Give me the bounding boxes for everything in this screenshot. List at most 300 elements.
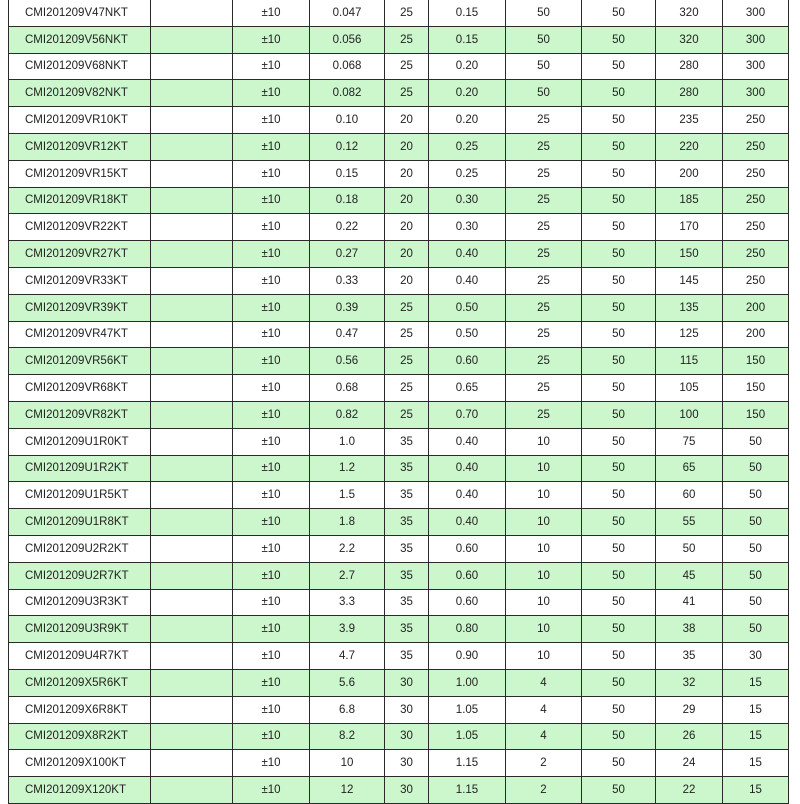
cell-srf: 50: [582, 187, 656, 214]
cell-blank: [151, 267, 233, 294]
cell-blank: [151, 616, 233, 643]
cell-inductance: 0.39: [310, 294, 385, 321]
cell-q-min: 20: [385, 107, 429, 134]
cell-current-col: 50: [723, 428, 789, 455]
table-row: [9, 777, 789, 804]
cell-blank: [151, 589, 233, 616]
spec-table: [8, 0, 789, 804]
table-row: [9, 669, 789, 696]
cell-test-freq: 50: [506, 80, 582, 107]
cell-test-freq: 50: [506, 26, 582, 53]
cell-blank: [151, 401, 233, 428]
cell-q-min: 30: [385, 669, 429, 696]
cell-part-number: CMI201209VR68KT: [9, 375, 151, 402]
table-row: [9, 535, 789, 562]
cell-tolerance: ±10: [233, 214, 310, 241]
cell-tolerance: ±10: [233, 241, 310, 268]
cell-current-col: 150: [723, 348, 789, 375]
cell-tolerance: ±10: [233, 375, 310, 402]
cell-part-number: CMI201209VR39KT: [9, 294, 151, 321]
table-row: [9, 187, 789, 214]
cell-q-min: 25: [385, 26, 429, 53]
cell-srf: 50: [582, 214, 656, 241]
cell-q-min: 35: [385, 509, 429, 536]
cell-blank: [151, 562, 233, 589]
cell-dcr-max: 0.25: [429, 160, 506, 187]
table-row: [9, 53, 789, 80]
cell-blank: [151, 643, 233, 670]
cell-srf: 50: [582, 107, 656, 134]
cell-part-number: CMI201209VR22KT: [9, 214, 151, 241]
cell-current-col: 50: [723, 455, 789, 482]
cell-part-number: CMI201209U1R0KT: [9, 428, 151, 455]
cell-dcr-max: 0.20: [429, 80, 506, 107]
cell-srf: 50: [582, 777, 656, 804]
cell-test-freq: 4: [506, 696, 582, 723]
cell-tolerance: ±10: [233, 0, 310, 26]
cell-dcr-max: 0.15: [429, 26, 506, 53]
cell-rated-current: 115: [656, 348, 723, 375]
cell-rated-current: 220: [656, 133, 723, 160]
cell-srf: 50: [582, 241, 656, 268]
cell-current-col: 300: [723, 26, 789, 53]
cell-rated-current: 320: [656, 26, 723, 53]
cell-dcr-max: 0.20: [429, 107, 506, 134]
cell-blank: [151, 26, 233, 53]
cell-inductance: 3.3: [310, 589, 385, 616]
cell-current-col: 50: [723, 562, 789, 589]
cell-tolerance: ±10: [233, 696, 310, 723]
table-row: [9, 455, 789, 482]
cell-part-number: CMI201209U1R5KT: [9, 482, 151, 509]
cell-blank: [151, 294, 233, 321]
cell-q-min: 25: [385, 0, 429, 26]
cell-inductance: 0.12: [310, 133, 385, 160]
cell-inductance: 0.068: [310, 53, 385, 80]
table-row: [9, 267, 789, 294]
cell-srf: 50: [582, 375, 656, 402]
cell-part-number: CMI201209U1R8KT: [9, 509, 151, 536]
cell-inductance: 0.33: [310, 267, 385, 294]
cell-tolerance: ±10: [233, 455, 310, 482]
cell-srf: 50: [582, 26, 656, 53]
cell-blank: [151, 321, 233, 348]
cell-blank: [151, 723, 233, 750]
cell-inductance: 5.6: [310, 669, 385, 696]
cell-inductance: 1.0: [310, 428, 385, 455]
cell-test-freq: 10: [506, 589, 582, 616]
cell-blank: [151, 348, 233, 375]
cell-inductance: 12: [310, 777, 385, 804]
cell-tolerance: ±10: [233, 777, 310, 804]
cell-current-col: 15: [723, 750, 789, 777]
cell-dcr-max: 0.90: [429, 643, 506, 670]
table-row: [9, 375, 789, 402]
cell-test-freq: 50: [506, 0, 582, 26]
cell-rated-current: 170: [656, 214, 723, 241]
cell-srf: 50: [582, 669, 656, 696]
cell-q-min: 35: [385, 535, 429, 562]
cell-rated-current: 75: [656, 428, 723, 455]
cell-tolerance: ±10: [233, 187, 310, 214]
cell-current-col: 150: [723, 375, 789, 402]
cell-dcr-max: 0.40: [429, 455, 506, 482]
cell-rated-current: 35: [656, 643, 723, 670]
cell-inductance: 0.56: [310, 348, 385, 375]
cell-q-min: 25: [385, 321, 429, 348]
cell-dcr-max: 0.60: [429, 348, 506, 375]
cell-inductance: 0.27: [310, 241, 385, 268]
cell-rated-current: 280: [656, 53, 723, 80]
cell-inductance: 0.047: [310, 0, 385, 26]
cell-tolerance: ±10: [233, 643, 310, 670]
cell-part-number: CMI201209V47NKT: [9, 0, 151, 26]
cell-dcr-max: 1.15: [429, 777, 506, 804]
cell-part-number: CMI201209VR12KT: [9, 133, 151, 160]
cell-dcr-max: 0.40: [429, 267, 506, 294]
cell-current-col: 300: [723, 53, 789, 80]
cell-dcr-max: 0.20: [429, 53, 506, 80]
cell-rated-current: 60: [656, 482, 723, 509]
cell-srf: 50: [582, 509, 656, 536]
cell-srf: 50: [582, 133, 656, 160]
cell-srf: 50: [582, 562, 656, 589]
cell-test-freq: 10: [506, 509, 582, 536]
cell-rated-current: 41: [656, 589, 723, 616]
cell-current-col: 250: [723, 107, 789, 134]
cell-test-freq: 10: [506, 643, 582, 670]
cell-rated-current: 32: [656, 669, 723, 696]
table-row: [9, 80, 789, 107]
cell-part-number: CMI201209X120KT: [9, 777, 151, 804]
cell-test-freq: 4: [506, 669, 582, 696]
cell-blank: [151, 0, 233, 26]
cell-dcr-max: 0.30: [429, 187, 506, 214]
cell-srf: 50: [582, 455, 656, 482]
cell-current-col: 250: [723, 267, 789, 294]
cell-tolerance: ±10: [233, 509, 310, 536]
table-row: [9, 0, 789, 26]
cell-q-min: 25: [385, 53, 429, 80]
cell-rated-current: 200: [656, 160, 723, 187]
cell-srf: 50: [582, 589, 656, 616]
cell-srf: 50: [582, 348, 656, 375]
cell-test-freq: 2: [506, 777, 582, 804]
cell-test-freq: 25: [506, 241, 582, 268]
cell-inductance: 0.18: [310, 187, 385, 214]
cell-q-min: 20: [385, 160, 429, 187]
cell-rated-current: 38: [656, 616, 723, 643]
cell-test-freq: 4: [506, 723, 582, 750]
cell-q-min: 25: [385, 80, 429, 107]
table-row: [9, 428, 789, 455]
cell-rated-current: 45: [656, 562, 723, 589]
cell-tolerance: ±10: [233, 321, 310, 348]
cell-tolerance: ±10: [233, 535, 310, 562]
cell-inductance: 2.7: [310, 562, 385, 589]
cell-current-col: 15: [723, 669, 789, 696]
cell-rated-current: 65: [656, 455, 723, 482]
cell-test-freq: 25: [506, 214, 582, 241]
cell-part-number: CMI201209VR47KT: [9, 321, 151, 348]
cell-part-number: CMI201209V68NKT: [9, 53, 151, 80]
cell-rated-current: 29: [656, 696, 723, 723]
cell-rated-current: 55: [656, 509, 723, 536]
table-row: [9, 26, 789, 53]
cell-current-col: 250: [723, 160, 789, 187]
table-row: [9, 643, 789, 670]
cell-current-col: 150: [723, 401, 789, 428]
cell-tolerance: ±10: [233, 348, 310, 375]
cell-tolerance: ±10: [233, 80, 310, 107]
cell-rated-current: 280: [656, 80, 723, 107]
cell-q-min: 30: [385, 696, 429, 723]
cell-part-number: CMI201209U3R3KT: [9, 589, 151, 616]
cell-tolerance: ±10: [233, 107, 310, 134]
cell-part-number: CMI201209VR27KT: [9, 241, 151, 268]
cell-current-col: 300: [723, 80, 789, 107]
cell-dcr-max: 1.05: [429, 723, 506, 750]
cell-current-col: 30: [723, 643, 789, 670]
cell-part-number: CMI201209U1R2KT: [9, 455, 151, 482]
cell-part-number: CMI201209VR15KT: [9, 160, 151, 187]
cell-dcr-max: 0.60: [429, 562, 506, 589]
cell-tolerance: ±10: [233, 750, 310, 777]
cell-tolerance: ±10: [233, 133, 310, 160]
cell-blank: [151, 750, 233, 777]
cell-dcr-max: 0.15: [429, 0, 506, 26]
cell-current-col: 15: [723, 723, 789, 750]
cell-dcr-max: 0.65: [429, 375, 506, 402]
cell-blank: [151, 241, 233, 268]
cell-part-number: CMI201209U3R9KT: [9, 616, 151, 643]
cell-test-freq: 25: [506, 133, 582, 160]
cell-current-col: 200: [723, 321, 789, 348]
cell-tolerance: ±10: [233, 267, 310, 294]
cell-blank: [151, 535, 233, 562]
cell-test-freq: 25: [506, 401, 582, 428]
cell-test-freq: 25: [506, 107, 582, 134]
cell-q-min: 35: [385, 455, 429, 482]
cell-inductance: 1.5: [310, 482, 385, 509]
cell-current-col: 15: [723, 696, 789, 723]
cell-q-min: 35: [385, 616, 429, 643]
cell-tolerance: ±10: [233, 160, 310, 187]
cell-blank: [151, 375, 233, 402]
cell-dcr-max: 0.40: [429, 428, 506, 455]
cell-srf: 50: [582, 0, 656, 26]
cell-dcr-max: 0.50: [429, 294, 506, 321]
cell-blank: [151, 509, 233, 536]
cell-dcr-max: 0.80: [429, 616, 506, 643]
cell-inductance: 0.82: [310, 401, 385, 428]
cell-blank: [151, 133, 233, 160]
table-row: [9, 160, 789, 187]
cell-srf: 50: [582, 482, 656, 509]
table-row: [9, 723, 789, 750]
cell-part-number: CMI201209VR10KT: [9, 107, 151, 134]
cell-part-number: CMI201209X6R8KT: [9, 696, 151, 723]
cell-part-number: CMI201209VR18KT: [9, 187, 151, 214]
cell-test-freq: 10: [506, 562, 582, 589]
cell-blank: [151, 455, 233, 482]
cell-part-number: CMI201209X100KT: [9, 750, 151, 777]
cell-tolerance: ±10: [233, 669, 310, 696]
cell-blank: [151, 777, 233, 804]
cell-inductance: 2.2: [310, 535, 385, 562]
cell-q-min: 30: [385, 750, 429, 777]
cell-current-col: 250: [723, 241, 789, 268]
cell-q-min: 20: [385, 214, 429, 241]
cell-blank: [151, 482, 233, 509]
table-body: [9, 0, 789, 803]
cell-dcr-max: 0.40: [429, 509, 506, 536]
cell-test-freq: 25: [506, 294, 582, 321]
cell-test-freq: 25: [506, 375, 582, 402]
cell-q-min: 25: [385, 375, 429, 402]
cell-rated-current: 320: [656, 0, 723, 26]
cell-test-freq: 10: [506, 428, 582, 455]
cell-rated-current: 135: [656, 294, 723, 321]
cell-dcr-max: 1.00: [429, 669, 506, 696]
table-row: [9, 133, 789, 160]
cell-srf: 50: [582, 160, 656, 187]
cell-srf: 50: [582, 294, 656, 321]
cell-inductance: 0.15: [310, 160, 385, 187]
cell-part-number: CMI201209U4R7KT: [9, 643, 151, 670]
cell-inductance: 0.10: [310, 107, 385, 134]
cell-q-min: 25: [385, 294, 429, 321]
cell-test-freq: 10: [506, 455, 582, 482]
cell-q-min: 35: [385, 643, 429, 670]
cell-dcr-max: 0.30: [429, 214, 506, 241]
cell-inductance: 0.47: [310, 321, 385, 348]
cell-tolerance: ±10: [233, 482, 310, 509]
cell-current-col: 50: [723, 535, 789, 562]
cell-rated-current: 185: [656, 187, 723, 214]
cell-dcr-max: 0.25: [429, 133, 506, 160]
cell-test-freq: 25: [506, 321, 582, 348]
cell-dcr-max: 0.50: [429, 321, 506, 348]
cell-q-min: 30: [385, 777, 429, 804]
cell-rated-current: 26: [656, 723, 723, 750]
cell-part-number: CMI201209X5R6KT: [9, 669, 151, 696]
table-row: [9, 750, 789, 777]
cell-test-freq: 10: [506, 482, 582, 509]
cell-test-freq: 2: [506, 750, 582, 777]
cell-srf: 50: [582, 80, 656, 107]
cell-blank: [151, 107, 233, 134]
table-row: [9, 696, 789, 723]
table-row: [9, 509, 789, 536]
table-row: [9, 214, 789, 241]
cell-dcr-max: 1.05: [429, 696, 506, 723]
cell-current-col: 250: [723, 214, 789, 241]
cell-srf: 50: [582, 535, 656, 562]
cell-q-min: 20: [385, 187, 429, 214]
cell-tolerance: ±10: [233, 589, 310, 616]
cell-tolerance: ±10: [233, 53, 310, 80]
cell-rated-current: 145: [656, 267, 723, 294]
table-row: [9, 348, 789, 375]
cell-blank: [151, 187, 233, 214]
cell-part-number: CMI201209V82NKT: [9, 80, 151, 107]
cell-q-min: 30: [385, 723, 429, 750]
cell-dcr-max: 0.60: [429, 535, 506, 562]
cell-inductance: 4.7: [310, 643, 385, 670]
cell-dcr-max: 1.15: [429, 750, 506, 777]
table-row: [9, 562, 789, 589]
cell-srf: 50: [582, 723, 656, 750]
table-row: [9, 589, 789, 616]
table-row: [9, 107, 789, 134]
cell-blank: [151, 80, 233, 107]
cell-dcr-max: 0.70: [429, 401, 506, 428]
cell-test-freq: 10: [506, 616, 582, 643]
cell-part-number: CMI201209VR82KT: [9, 401, 151, 428]
cell-test-freq: 10: [506, 535, 582, 562]
cell-inductance: 0.056: [310, 26, 385, 53]
cell-part-number: CMI201209U2R2KT: [9, 535, 151, 562]
cell-tolerance: ±10: [233, 562, 310, 589]
cell-srf: 50: [582, 267, 656, 294]
cell-q-min: 35: [385, 589, 429, 616]
cell-srf: 50: [582, 321, 656, 348]
table-row: [9, 401, 789, 428]
cell-blank: [151, 669, 233, 696]
cell-part-number: CMI201209VR56KT: [9, 348, 151, 375]
cell-part-number: CMI201209X8R2KT: [9, 723, 151, 750]
cell-test-freq: 25: [506, 348, 582, 375]
cell-rated-current: 235: [656, 107, 723, 134]
cell-current-col: 50: [723, 482, 789, 509]
cell-current-col: 15: [723, 777, 789, 804]
cell-srf: 50: [582, 643, 656, 670]
cell-dcr-max: 0.60: [429, 589, 506, 616]
cell-current-col: 250: [723, 133, 789, 160]
cell-current-col: 300: [723, 0, 789, 26]
cell-q-min: 35: [385, 562, 429, 589]
cell-rated-current: 22: [656, 777, 723, 804]
cell-rated-current: 125: [656, 321, 723, 348]
cell-inductance: 3.9: [310, 616, 385, 643]
cell-inductance: 0.68: [310, 375, 385, 402]
cell-q-min: 35: [385, 482, 429, 509]
cell-test-freq: 50: [506, 53, 582, 80]
cell-inductance: 1.2: [310, 455, 385, 482]
cell-inductance: 0.22: [310, 214, 385, 241]
cell-current-col: 50: [723, 616, 789, 643]
cell-tolerance: ±10: [233, 26, 310, 53]
cell-part-number: CMI201209VR33KT: [9, 267, 151, 294]
cell-q-min: 20: [385, 133, 429, 160]
cell-inductance: 10: [310, 750, 385, 777]
cell-srf: 50: [582, 696, 656, 723]
table-row: [9, 241, 789, 268]
cell-current-col: 50: [723, 589, 789, 616]
cell-part-number: CMI201209V56NKT: [9, 26, 151, 53]
cell-tolerance: ±10: [233, 616, 310, 643]
cell-q-min: 20: [385, 241, 429, 268]
cell-rated-current: 24: [656, 750, 723, 777]
cell-inductance: 6.8: [310, 696, 385, 723]
cell-blank: [151, 160, 233, 187]
cell-current-col: 50: [723, 509, 789, 536]
cell-inductance: 0.082: [310, 80, 385, 107]
cell-q-min: 25: [385, 348, 429, 375]
cell-dcr-max: 0.40: [429, 482, 506, 509]
cell-dcr-max: 0.40: [429, 241, 506, 268]
